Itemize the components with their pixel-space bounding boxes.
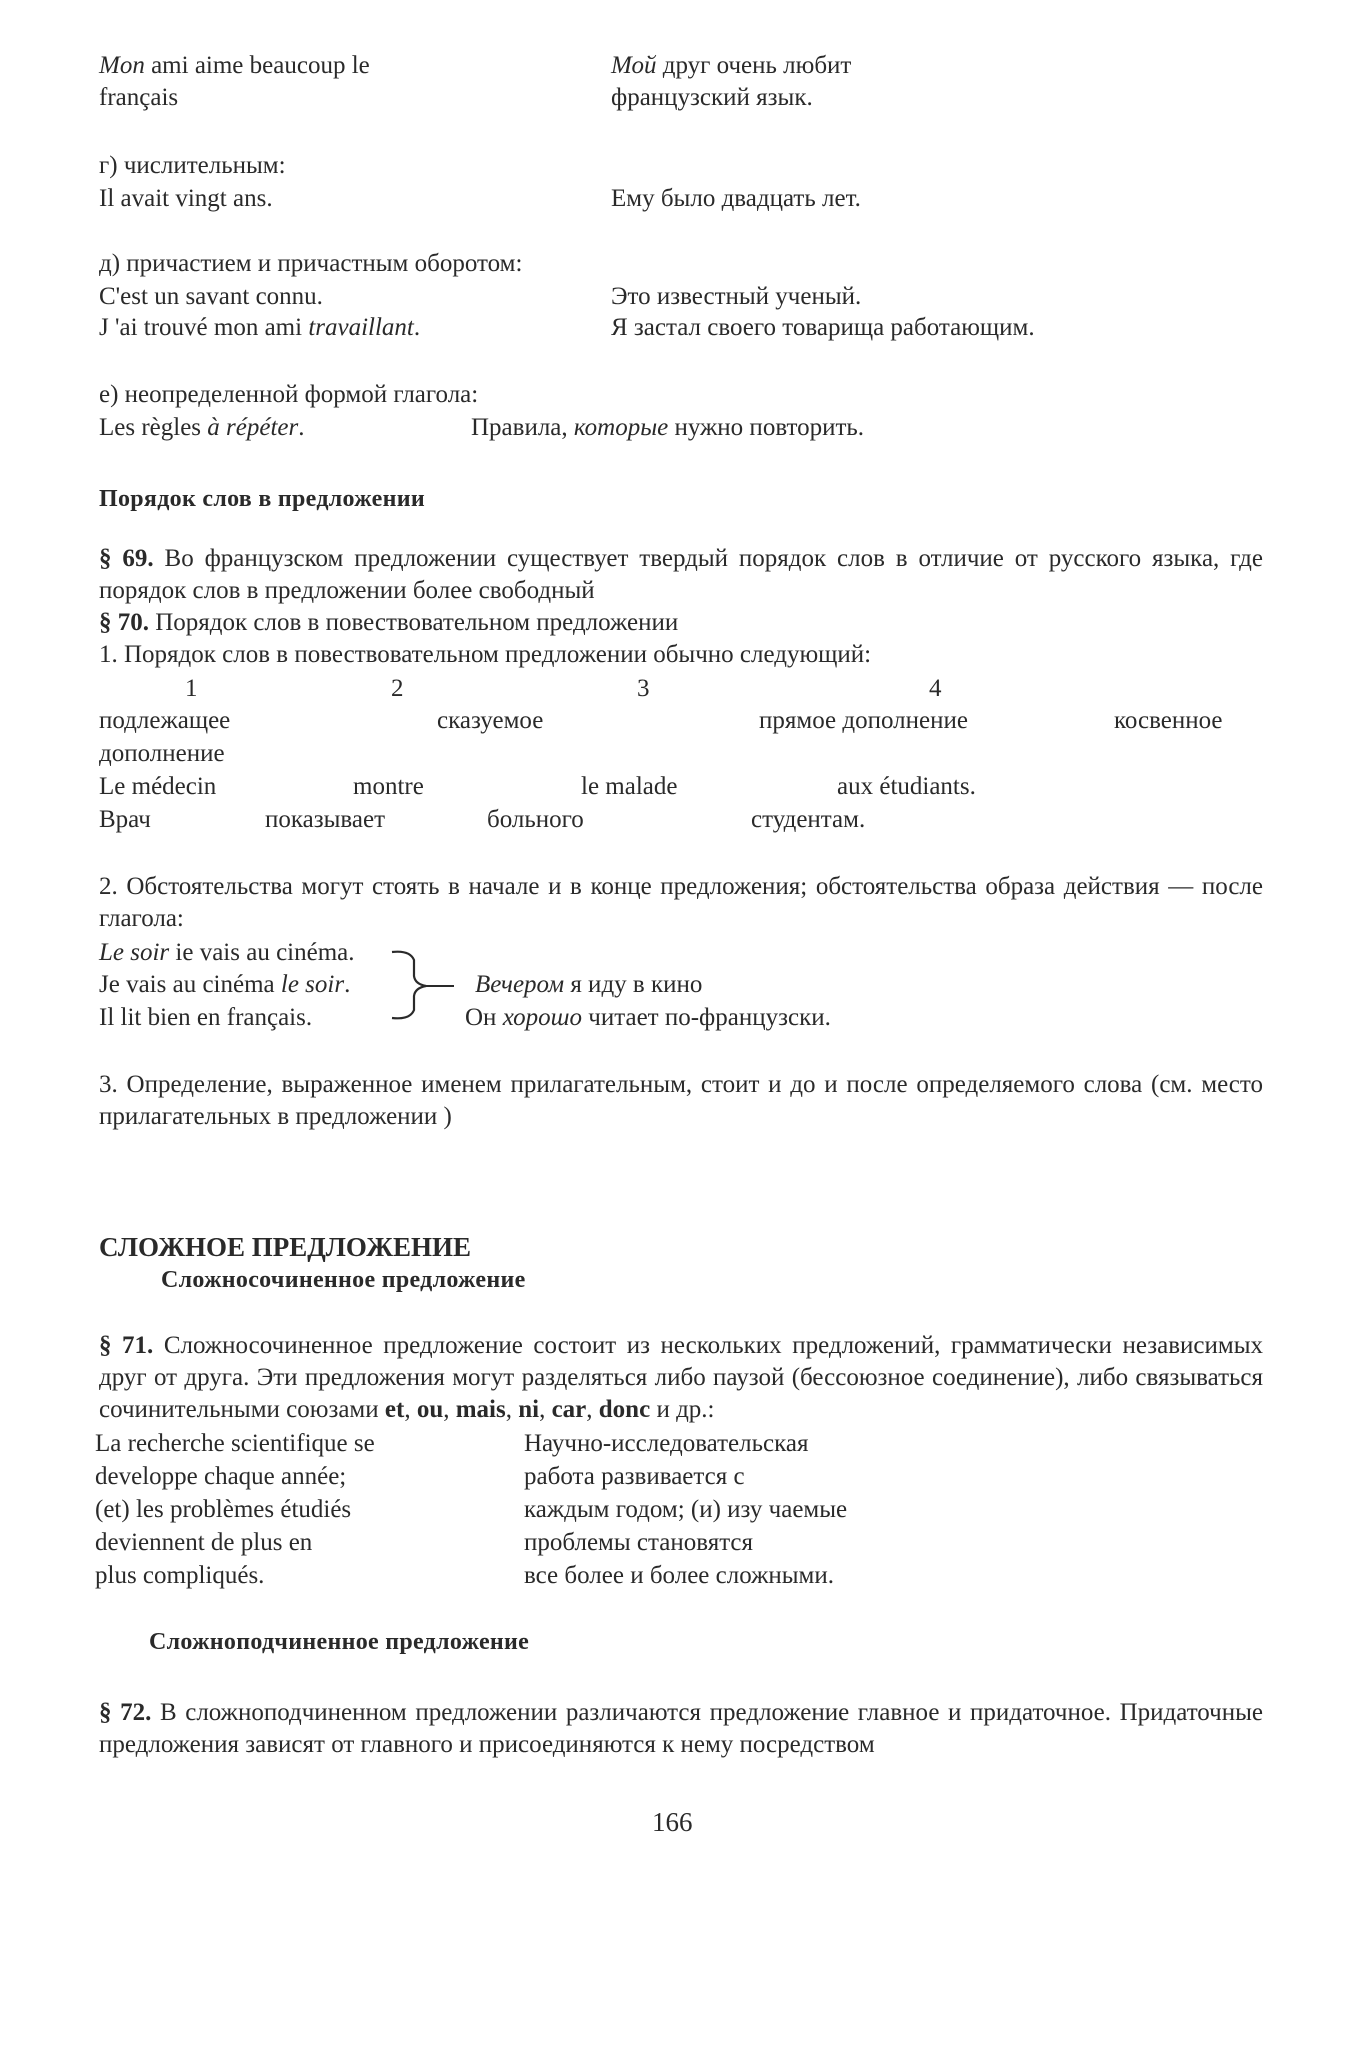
example-fr-line: Il avait vingt ans. [99,185,273,212]
list-item-3: 3. Определение, выраженное именем прилагательным, стоит и до и после определяемого слова (см. место прилагательных в предложении ) [99,1071,1263,1130]
example-ru-word: показывает [265,806,386,833]
example-fr-line: developpe chaque année; [95,1463,347,1490]
example-fr-line: français [99,84,179,111]
example-ru-line: Ему было двадцать лет. [611,185,861,212]
example-ru-line: Я застал своего товарища работающим. [611,314,1035,341]
example-fr-line: Mon ami aime beaucoup le [99,52,370,79]
column-number: 1 [185,675,198,702]
example-fr-line: C'est un savant connu. [99,283,323,310]
example-fr-line: Je vais au cinéma le soir. [99,971,351,998]
case-label: е) неопределенной формой глагола: [99,381,479,408]
section-heading: Сложноподчиненное предложение [149,1629,530,1655]
example-ru-line: Это известный ученый. [611,283,862,310]
example-fr-line: J 'ai trouvé mon ami travaillant. [99,314,421,341]
role-label: косвенное [1114,707,1223,734]
example-ru-word: Врач [99,806,151,833]
role-label: подлежащее [99,707,231,734]
example-fr-word: aux étudiants. [837,773,976,800]
column-number: 4 [929,675,942,702]
example-fr-word: montre [353,773,424,800]
example-ru-word: студентам. [751,806,866,833]
role-label: прямое дополнение [759,707,968,734]
paragraph-70: § 70. Порядок слов в повествовательном предложении [99,609,679,636]
paragraph-71: § 71. Сложносочиненное предложение состоит из нескольких предложений, грамматически независимых друг от друга. Эти предложения могут разделяться либо паузой (бессоюзное соединение), либо связываться сочинительными союзами et, ou, mais, ni, car, donc и др.: [99,1332,1263,1423]
list-item-2: 2. Обстоятельства могут стоять в начале и в конце предложения; обстоятельства образа действия — после глагола: [99,873,1263,932]
example-ru-line: французский язык. [611,84,813,111]
section-heading: Сложносочиненное предложение [161,1267,526,1293]
paragraph-69: § 69. Во французском предложении существует твердый порядок слов в отличие от русского языка, где порядок слов в предложении более свободный [99,545,1263,604]
list-item-1: 1. Порядок слов в повествовательном предложении обычно следующий: [99,641,872,668]
example-fr-line: Le soir ie vais au cinéma. [99,939,355,966]
example-ru-line: все более и более сложными. [524,1562,834,1589]
example-ru-line: Научно-исследовательская [524,1430,809,1457]
example-fr-line: La recherche scientifique se [95,1430,375,1457]
example-ru-line: Вечером я иду в кино [475,971,703,998]
case-label: д) причастием и причастным оборотом: [99,250,523,277]
example-ru-line: работа развивается с [524,1463,745,1490]
example-fr-word: le malade [581,773,678,800]
example-fr-line: Il lit bien en français. [99,1004,313,1031]
page-number: 166 [652,1807,693,1837]
example-fr-word: Le médecin [99,773,217,800]
example-ru-line: Правила, которые нужно повторить. [471,414,865,441]
brace-icon [390,948,460,1022]
example-fr-line: plus compliqués. [95,1562,265,1589]
column-number: 2 [391,675,404,702]
paragraph-72: § 72. В сложноподчиненном предложении различаются предложение главное и придаточное. Придаточные предложения зависят от главного и присоединяются к нему посредством [99,1699,1263,1758]
example-ru-line: каждым годом; (и) изу чаемые [524,1496,848,1523]
case-label: г) числительным: [99,152,286,179]
example-fr-line: deviennent de plus en [95,1529,313,1556]
section-heading: Порядок слов в предложении [99,486,425,512]
role-label: сказуемое [437,707,544,734]
example-fr-line: Les règles à répéter. [99,414,305,441]
example-fr-line: (et) les problèmes étudiés [95,1496,352,1523]
example-ru-line: проблемы становятся [524,1529,754,1556]
example-ru-word: больного [487,806,584,833]
column-number: 3 [637,675,650,702]
example-ru-line: Он хорошо читает по-французски. [465,1004,831,1031]
chapter-title: СЛОЖНОЕ ПРЕДЛОЖЕНИЕ [99,1232,471,1262]
example-ru-line: Мой друг очень любит [611,52,852,79]
role-label: дополнение [99,740,225,767]
